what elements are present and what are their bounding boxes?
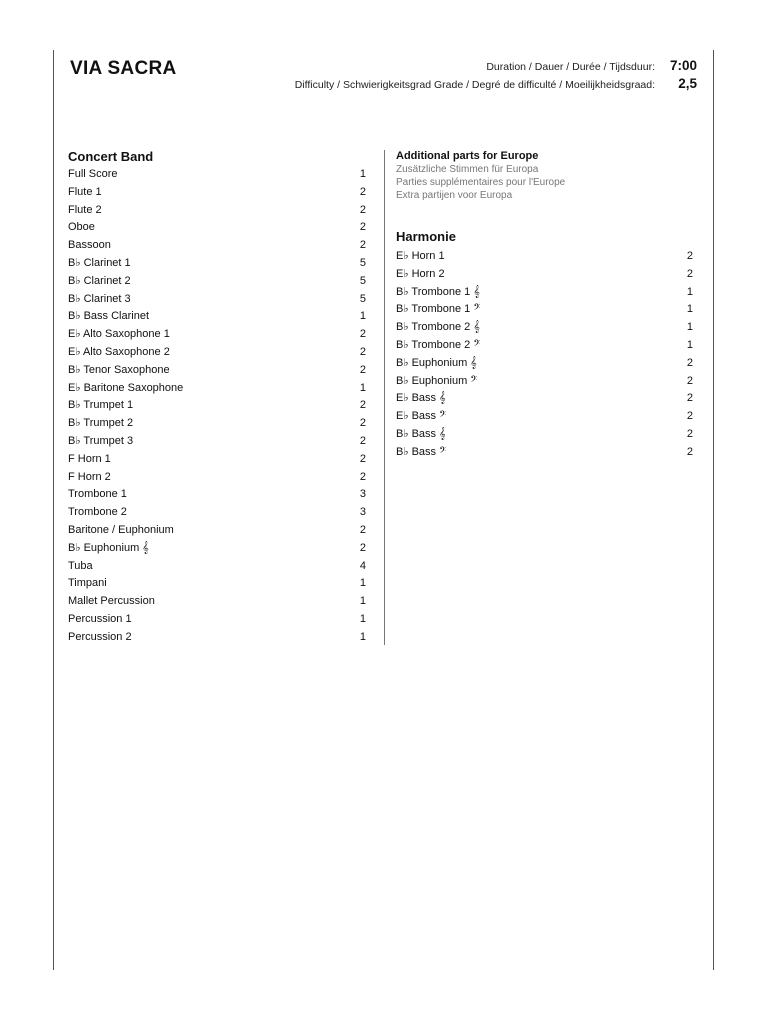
part-count: 1 (359, 310, 366, 323)
part-name: F Horn 2 (68, 470, 111, 483)
part-name: Percussion 2 (68, 630, 132, 643)
europe-column (396, 148, 693, 462)
part-row (68, 593, 366, 611)
part-count: 2 (686, 356, 693, 369)
part-count: 2 (359, 452, 366, 465)
part-row (68, 166, 366, 184)
part-row (68, 504, 366, 522)
part-count: 5 (359, 274, 366, 287)
part-name: Flute 2 (68, 203, 102, 216)
part-count: 1 (359, 630, 366, 643)
part-count: 2 (359, 470, 366, 483)
part-count: 5 (359, 256, 366, 269)
part-count: 1 (686, 303, 693, 316)
part-row (68, 219, 366, 237)
part-name: B♭ Clarinet 1 (68, 256, 131, 269)
difficulty-row (295, 76, 697, 94)
part-name: B♭ Euphonium 𝄢 (396, 374, 478, 387)
part-row (68, 415, 366, 433)
harmonie-parts-list (396, 248, 693, 462)
part-name: B♭ Trombone 2 𝄞 (396, 321, 480, 334)
part-name: Oboe (68, 221, 95, 234)
right-margin-rule (713, 50, 714, 970)
part-count: 1 (359, 577, 366, 590)
part-count: 2 (359, 328, 366, 341)
part-count: 1 (359, 612, 366, 625)
part-name: Tuba (68, 559, 93, 572)
part-count: 3 (359, 506, 366, 519)
part-row (68, 202, 366, 220)
part-count: 1 (359, 595, 366, 608)
part-name: B♭ Trumpet 3 (68, 434, 134, 447)
part-row (68, 184, 366, 202)
part-row (68, 469, 366, 487)
left-margin-rule (53, 50, 54, 970)
duration-label: Duration / Dauer / Durée / Tijdsduur: (486, 61, 655, 73)
part-row (68, 629, 366, 647)
part-count: 2 (359, 363, 366, 376)
part-count: 2 (359, 185, 366, 198)
part-row (396, 408, 693, 426)
part-row (396, 444, 693, 462)
part-name: Percussion 1 (68, 612, 132, 625)
duration-value: 7:00 (669, 58, 697, 73)
part-count: 2 (359, 239, 366, 252)
part-row (68, 451, 366, 469)
part-name: B♭ Bass 𝄢 (396, 445, 447, 458)
part-name: E♭ Baritone Saxophone (68, 381, 184, 394)
part-row (396, 248, 693, 266)
part-name: Mallet Percussion (68, 595, 155, 608)
concert-band-parts-list (68, 166, 366, 647)
part-count: 2 (359, 345, 366, 358)
part-name: B♭ Bass 𝄞 (396, 427, 446, 440)
part-row (68, 291, 366, 309)
part-row (396, 426, 693, 444)
part-name: B♭ Clarinet 2 (68, 274, 131, 287)
part-row (68, 255, 366, 273)
part-count: 2 (359, 399, 366, 412)
part-name: Timpani (68, 577, 107, 590)
part-count: 1 (359, 381, 366, 394)
part-name: F Horn 1 (68, 452, 111, 465)
part-row (68, 344, 366, 362)
part-count: 2 (359, 541, 366, 554)
part-name: B♭ Tenor Saxophone (68, 363, 170, 376)
part-name: E♭ Horn 1 (396, 250, 445, 262)
part-name: Baritone / Euphonium (68, 523, 174, 536)
part-row (68, 522, 366, 540)
part-name: Bassoon (68, 239, 111, 252)
part-row (68, 540, 366, 558)
part-count: 2 (686, 427, 693, 440)
part-row (68, 397, 366, 415)
part-name: B♭ Euphonium 𝄞 (396, 356, 477, 369)
part-name: E♭ Horn 2 (396, 267, 445, 280)
part-row (396, 266, 693, 284)
part-row (68, 273, 366, 291)
part-name: B♭ Trombone 2 𝄢 (396, 338, 481, 351)
additional-note-fr: Parties supplémentaires pour l'Europe (396, 177, 566, 188)
part-row (396, 337, 693, 355)
part-count: 1 (686, 338, 693, 351)
part-count: 1 (359, 168, 366, 180)
part-name: Full Score (68, 168, 118, 180)
part-row (396, 390, 693, 408)
part-name: B♭ Clarinet 3 (68, 292, 131, 305)
part-name: B♭ Trumpet 1 (68, 399, 134, 412)
part-name: B♭ Trombone 1 𝄢 (396, 303, 481, 316)
piece-title: VIA SACRA (70, 58, 177, 79)
part-name: Trombone 2 (68, 506, 127, 519)
part-name: B♭ Trumpet 2 (68, 417, 134, 430)
part-count: 5 (359, 292, 366, 305)
part-row (396, 373, 693, 391)
part-count: 2 (359, 417, 366, 430)
difficulty-label: Difficulty / Schwierigkeitsgrad Grade / Degré de difficulté / Moeilijkheidsgraad: (294, 79, 655, 91)
column-divider (384, 150, 385, 645)
part-row (396, 284, 693, 302)
additional-note-de: Zusätzliche Stimmen für Europa (396, 164, 539, 175)
part-name: E♭ Alto Saxophone 1 (68, 328, 170, 341)
part-row (68, 558, 366, 576)
part-name: B♭ Bass Clarinet (68, 310, 149, 323)
part-count: 4 (359, 559, 366, 572)
part-count: 1 (686, 285, 693, 298)
difficulty-value: 2,5 (678, 76, 697, 91)
part-row (68, 575, 366, 593)
part-count: 2 (359, 523, 366, 536)
part-row (68, 362, 366, 380)
part-row (68, 611, 366, 629)
part-count: 2 (686, 374, 693, 387)
part-row (396, 355, 693, 373)
concert-band-column (68, 148, 366, 647)
part-name: Flute 1 (68, 185, 102, 198)
part-count: 2 (686, 250, 693, 262)
part-row (396, 301, 693, 319)
part-count: 2 (686, 445, 693, 458)
part-row (68, 433, 366, 451)
part-row (68, 308, 366, 326)
part-count: 2 (686, 410, 693, 423)
part-count: 2 (359, 203, 366, 216)
part-row (68, 237, 366, 255)
part-count: 2 (359, 434, 366, 447)
part-row (68, 326, 366, 344)
part-count: 2 (359, 221, 366, 234)
part-row (68, 486, 366, 504)
concert-band-heading: Concert Band (68, 149, 154, 164)
part-name: E♭ Bass 𝄞 (396, 392, 446, 405)
duration-row (486, 58, 697, 76)
part-count: 3 (359, 488, 366, 501)
part-name: B♭ Trombone 1 𝄞 (396, 285, 480, 298)
part-row (396, 319, 693, 337)
part-name: B♭ Euphonium 𝄞 (68, 541, 149, 554)
harmonie-heading: Harmonie (396, 229, 456, 244)
additional-note-nl: Extra partijen voor Europa (396, 190, 513, 201)
part-name: Trombone 1 (68, 488, 127, 501)
part-count: 1 (686, 321, 693, 334)
part-count: 2 (686, 267, 693, 280)
part-row (68, 380, 366, 398)
additional-parts-heading: Additional parts for Europe (396, 150, 539, 162)
part-name: E♭ Bass 𝄢 (396, 410, 447, 423)
part-count: 2 (686, 392, 693, 405)
part-name: E♭ Alto Saxophone 2 (68, 345, 170, 358)
